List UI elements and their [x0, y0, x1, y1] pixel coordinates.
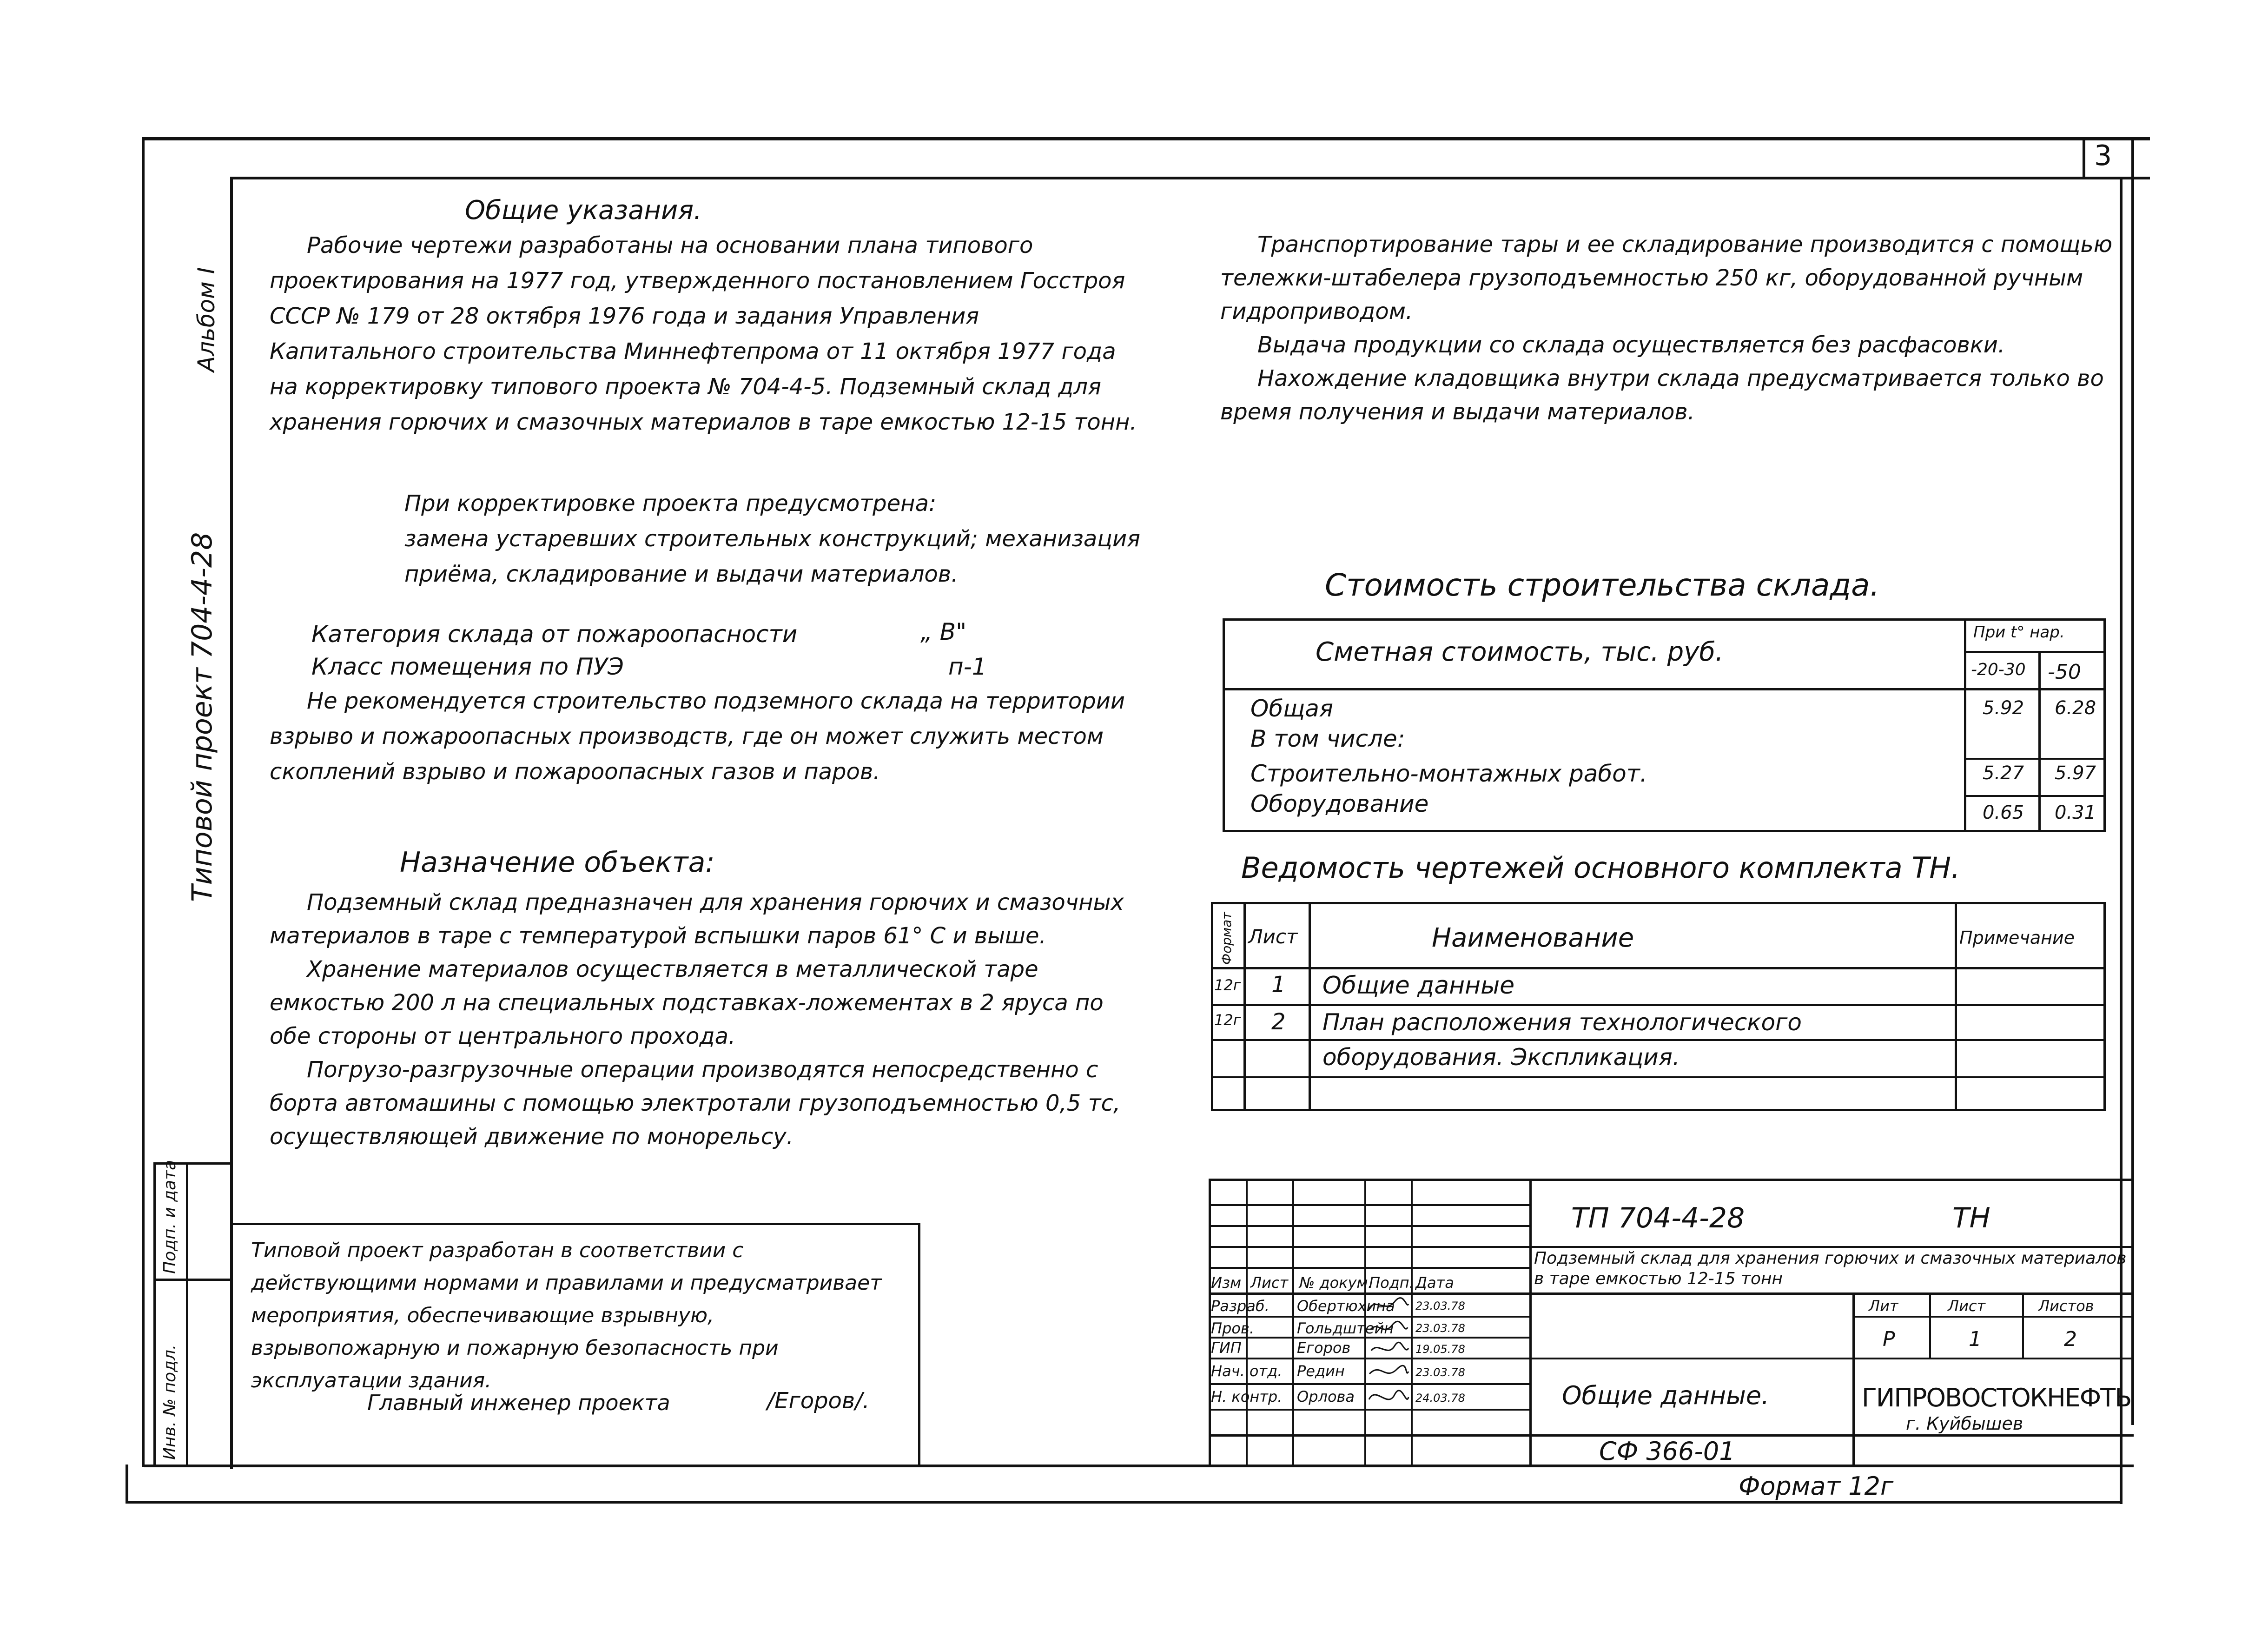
tb-sheet-value: 1 [1969, 1327, 1982, 1351]
drawings-row1-line [1211, 1004, 2106, 1006]
cost-row-total-v2: 6.28 [2055, 697, 2096, 719]
drawings-header-format: Формат [1219, 912, 1234, 965]
drawings-header-sheet: Лист [1248, 925, 1298, 948]
cost-table-subheader-line [1964, 651, 2106, 653]
tb-header-izm: Изм [1211, 1274, 1242, 1292]
cost-row-total-label: Общая [1250, 695, 1334, 722]
drawings-row2-sheet: 2 [1271, 1009, 1286, 1035]
footer-stamp: СФ 366-01 [1599, 1437, 1735, 1466]
album-label: Альбом I [193, 267, 220, 372]
tb-role-dev: Разраб. [1211, 1297, 1270, 1315]
drawings-header-line [1211, 967, 2106, 969]
tb-row-2 [1209, 1225, 1529, 1227]
tb-row-litvals [1852, 1316, 2134, 1318]
tb-col-sheets [2022, 1292, 2024, 1358]
tb-row-desc [1529, 1246, 2134, 1248]
class-label: Класс помещения по ПУЭ [311, 653, 624, 680]
tb-header-doc: № докум. [1299, 1274, 1373, 1292]
stamp-box-left [153, 1162, 156, 1465]
purpose-p2: Хранение материалов осуществляется в металлической таре емкостью 200 л на специальных подставках-ложементах в 2 яруса по обе стороны от центрального прохода. [270, 956, 1104, 1049]
stamp-box-mid [153, 1279, 232, 1281]
drawings-title: Ведомость чертежей основного комплекта ТН. [1241, 851, 1960, 885]
corrections-text: замена устаревших строительных конструкций; механизация приёма, складирование и выдачи материалов. [404, 526, 1141, 587]
cost-row-total-v1: 5.92 [1983, 697, 2024, 719]
outer-border-bottom [126, 1501, 2120, 1504]
category-value: „ В" [920, 618, 967, 645]
inner-border-left [230, 177, 233, 1469]
drawings-col-note [1955, 902, 1957, 1111]
general-title: Общие указания. [465, 195, 702, 225]
tb-sheet-label: Лист [1948, 1297, 1986, 1315]
drawings-row2-format: 12г [1214, 1011, 1241, 1029]
tb-row-3 [1209, 1246, 1529, 1248]
corrections-block [404, 486, 1148, 592]
tb-city: г. Куйбышев [1906, 1413, 2023, 1434]
cost-header-label: Сметная стоимость, тыс. руб. [1316, 637, 1724, 667]
tb-row-7 [1209, 1358, 2134, 1359]
tb-col-2 [1292, 1179, 1294, 1465]
general-paragraph1-text: Рабочие чертежи разработаны на основании плана типового проектирования на 1977 год, утвержденного постановлением Госстроя СССР № 179 от 28 октября 1976 года и задания Управления Капитального строительства Миннефтепрома от 11 октября 1977 года на корректировку типового проекта № 704-4-5. Подземный склад для хранения горючих и смазочных материалов в таре емкостью 12-15 тонн. [270, 232, 1137, 435]
footer-format: Формат 12г [1739, 1471, 1894, 1501]
note-box-right [918, 1223, 920, 1465]
cost-row-including-label: В том числе: [1250, 725, 1405, 752]
signature-scribble-2 [1370, 1321, 1408, 1330]
drawings-row3-line [1211, 1076, 2106, 1078]
tb-name-check: Гольдштейн [1297, 1319, 1394, 1337]
cost-row-equipment-v1: 0.65 [1983, 802, 2024, 823]
corrections-intro: При корректировке проекта предусмотрена: [404, 490, 937, 517]
tb-name-gip: Егоров [1297, 1339, 1351, 1357]
project-label: Типовой проект 704-4-28 [186, 532, 218, 902]
purpose-block [270, 886, 1139, 1153]
transport-block [1220, 228, 2113, 429]
class-value: п-1 [948, 653, 987, 680]
general-paragraph1 [270, 228, 1139, 440]
cost-col2-header: -50 [2048, 660, 2081, 684]
tb-row-4 [1209, 1267, 1529, 1269]
tb-name-norm: Орлова [1297, 1388, 1355, 1405]
cost-table-row-line2 [1964, 795, 2106, 797]
tb-row-header [1209, 1292, 2134, 1295]
cost-table-header-line [1223, 688, 2106, 690]
warning-block [270, 683, 1139, 789]
tb-mark: ТН [1952, 1202, 1990, 1234]
tb-signatures [1367, 1295, 1411, 1434]
cost-row-equipment-v2: 0.31 [2055, 802, 2096, 823]
signature-scribble-3 [1371, 1342, 1408, 1351]
drawings-row3-name: оборудования. Экспликация. [1322, 1044, 1680, 1071]
cost-row-construction-v2: 5.97 [2055, 762, 2096, 784]
tb-header-date: Дата [1415, 1274, 1454, 1292]
tb-sheet-name: Общие данные. [1562, 1381, 1770, 1410]
tb-col-sheet [1929, 1292, 1931, 1358]
cost-table-col2-line [2038, 651, 2041, 832]
tb-name-dev: Обертюхина [1297, 1297, 1395, 1315]
tb-date-dev: 23.03.78 [1415, 1299, 1465, 1312]
tb-lit-label: Лит [1869, 1297, 1898, 1315]
note-box-top [232, 1223, 920, 1225]
cost-table-row-line [1964, 758, 2106, 760]
cost-row-construction-label: Строительно-монтажных работ. [1250, 760, 1647, 787]
note-box-paragraph: Типовой проект разработан в соответствии с действующими нормами и правилами и предусматривает мероприятия, обеспечивающие взрывную, взрывопожарную и пожарную безопасность при эксплуатации здания. [251, 1239, 882, 1392]
tb-date-check: 23.03.78 [1415, 1322, 1465, 1335]
purpose-p1: Подземный склад предназначен для хранения горючих и смазочных материалов в таре с температурой вспышки паров 61° С и выше. [270, 889, 1124, 949]
outer-border-left [142, 137, 145, 1467]
drawings-row1-sheet: 1 [1271, 972, 1286, 998]
note-box-text [251, 1234, 906, 1397]
tb-description: Подземный склад для хранения горючих и смазочных материалов в таре емкостью 12-15 тонн [1534, 1249, 2127, 1288]
cost-header-temp: При t° нар. [1973, 623, 2065, 642]
tb-role-gip: ГИП [1211, 1339, 1242, 1357]
tb-header-list: Лист [1250, 1274, 1289, 1292]
drawings-header-note: Примечание [1959, 928, 2075, 948]
tb-role-head: Нач. отд. [1211, 1362, 1283, 1380]
drawings-row2-line [1211, 1039, 2106, 1041]
drawings-col-sheet [1309, 902, 1311, 1111]
category-label: Категория склада от пожароопасности [311, 621, 798, 648]
tb-header-sign: Подп. [1369, 1274, 1414, 1292]
signature-scribble-4 [1369, 1365, 1408, 1374]
outer-border-top [142, 137, 2150, 140]
tb-role-norm: Н. контр. [1211, 1388, 1283, 1405]
tb-col-lit [1852, 1292, 1855, 1465]
signature-scribble-1 [1369, 1298, 1408, 1309]
drawings-row2-name: План расположения технологического [1322, 1009, 1802, 1036]
tb-date-gip: 19.05.78 [1415, 1343, 1465, 1356]
tb-date-norm: 24.03.78 [1415, 1392, 1465, 1405]
warning-text: Не рекомендуется строительство подземного склада на территории взрыво и пожароопасных производств, где он может служить местом скоплений взрыво и пожароопасных газов и паров. [270, 688, 1125, 785]
cost-title: Стоимость строительства склада. [1325, 567, 1880, 603]
drawings-row1-name: Общие данные [1322, 972, 1515, 1000]
tb-name-head: Редин [1297, 1362, 1345, 1380]
tb-col-5 [1529, 1179, 1532, 1465]
purpose-p3: Погрузо-разгрузочные операции производятся непосредственно с борта автомашины с помощью электротали грузоподъемностью 0,5 тс, осуществляющей движение по монорельсу. [270, 1057, 1121, 1150]
outer-border-left-lower [126, 1465, 128, 1504]
tb-date-head: 23.03.78 [1415, 1366, 1465, 1379]
tb-role-check: Пров. [1211, 1319, 1254, 1337]
stamp-field-sign: Подп. и дата [160, 1160, 179, 1274]
tb-sheets-value: 2 [2064, 1327, 2077, 1351]
stamp-field-inv: Инв. № подл. [160, 1344, 179, 1460]
page-corner-number: 3 [2094, 139, 2112, 172]
drawings-row1-format: 12г [1214, 976, 1241, 994]
tb-org: ГИПРОВОСТОКНЕФТЬ [1862, 1383, 2131, 1412]
note-signer-label: Главный инженер проекта [367, 1390, 670, 1415]
cost-table-col1-line [1964, 618, 1966, 832]
transport-p3: Нахождение кладовщика внутри склада предусматривается только во время получения и выдачи материалов. [1220, 365, 2104, 425]
note-signer-name: /Егоров/. [767, 1388, 870, 1414]
tb-col-4 [1411, 1179, 1413, 1465]
transport-p1: Транспортирование тары и ее складирование производится с помощью тележки-штабелера грузоподъемностью 250 кг, оборудованной ручным гидроприводом. [1220, 232, 2113, 325]
tb-row-1 [1209, 1204, 1529, 1206]
tb-sheets-label: Листов [2038, 1297, 2094, 1315]
inner-border-top [232, 177, 2150, 179]
stamp-box-divider [186, 1162, 188, 1465]
signature-scribble-5 [1369, 1391, 1408, 1399]
drawings-col-format [1243, 902, 1246, 1111]
cost-row-construction-v1: 5.27 [1983, 762, 2024, 784]
page-number-box-left [2083, 139, 2085, 179]
purpose-title: Назначение объекта: [400, 846, 715, 879]
cost-col1-header: -20-30 [1971, 660, 2026, 679]
cost-row-equipment-label: Оборудование [1250, 790, 1429, 817]
drawings-header-name: Наименование [1432, 923, 1634, 953]
tb-lit-value: Р [1883, 1327, 1895, 1351]
transport-p2: Выдача продукции со склада осуществляется без расфасовки. [1257, 332, 2005, 358]
tb-code: ТП 704-4-28 [1571, 1202, 1745, 1234]
